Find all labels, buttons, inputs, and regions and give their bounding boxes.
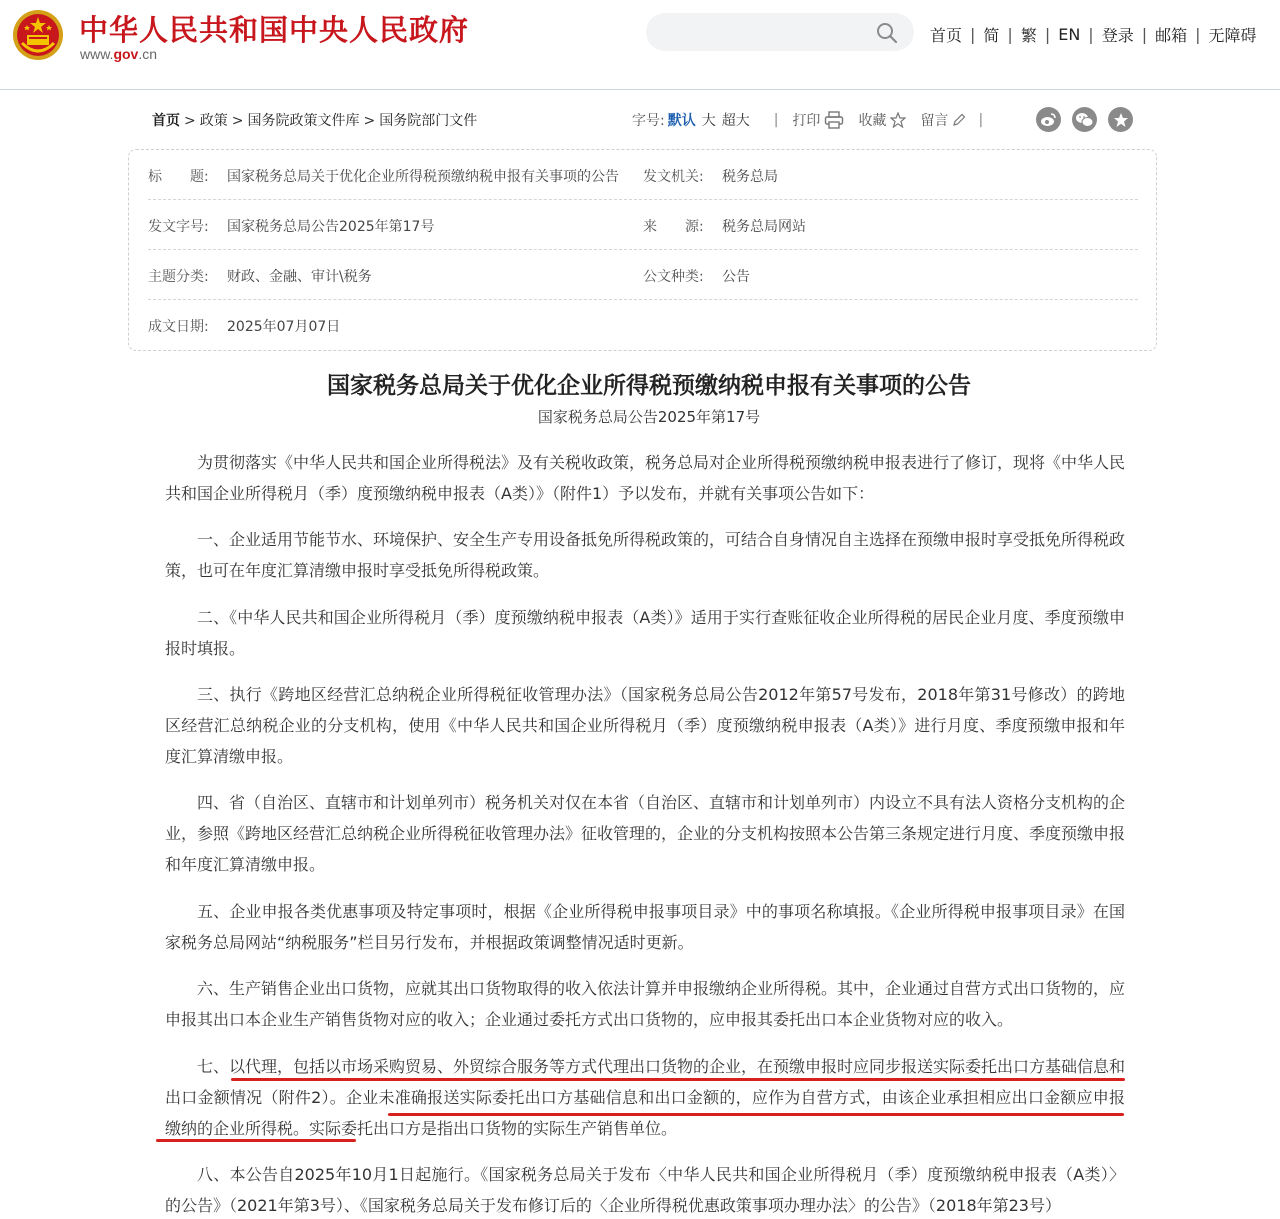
domain-prefix: www. [80, 46, 114, 62]
highlight-underline [388, 1113, 1124, 1116]
nav-login[interactable]: 登录 [1101, 25, 1134, 45]
breadcrumb-sep: > [231, 113, 244, 129]
article-paragraph-5: 五、企业申报各类优惠事项及特定事项时，根据《企业所得税申报事项目录》中的事项名称填报。《企业所得税申报事项目录》在国家税务总局网站“纳税服务”栏目另行发布，并根据政策调整情况适时更新。 [165, 902, 1125, 952]
topic-value: 财政、金融、审计\税务 [227, 269, 372, 285]
toolbar-divider: | [978, 112, 984, 128]
info-row-topic [148, 250, 1138, 300]
highlight-underline [231, 1078, 1125, 1081]
info-row-date [148, 300, 1138, 350]
nav-accessibility[interactable]: 无障碍 [1208, 25, 1257, 45]
doc-type-value: 公告 [722, 269, 750, 285]
nav-traditional[interactable]: 繁 [1020, 25, 1037, 45]
domain-brand: gov [113, 46, 139, 62]
qq-zone-icon [1113, 112, 1129, 128]
article-title: 国家税务总局关于优化企业所得税预缴纳税申报有关事项的公告 [327, 373, 971, 399]
breadcrumb-home[interactable]: 首页 [152, 113, 180, 129]
article-subtitle: 国家税务总局公告2025年第17号 [537, 408, 761, 426]
font-size-xlarge[interactable]: 超大 [721, 113, 750, 129]
nav-separator: | [1007, 24, 1013, 44]
national-emblem-logo[interactable] [12, 9, 64, 61]
font-size-default[interactable]: 默认 [667, 113, 696, 129]
doc-no-label: 发文字号: [148, 219, 209, 235]
qq-zone-share-button[interactable] [1108, 107, 1133, 132]
site-header [0, 0, 1280, 90]
document-info-panel [128, 149, 1157, 351]
wechat-icon [1075, 112, 1094, 128]
article-paragraph-intro: 为贯彻落实《中华人民共和国企业所得税法》及有关税收政策，税务总局对企业所得税预缴纳税申报表进行了修订，现将《中华人民共和国企业所得税月（季）度预缴纳税申报表（A类）》（附件1）予以发布，并就有关事项公告如下： [165, 453, 1126, 503]
breadcrumb [152, 110, 477, 130]
highlight-underline [156, 1139, 356, 1142]
article-paragraph-1: 一、企业适用节能节水、环境保护、安全生产专用设备抵免所得税政策的，可结合自身情况自主选择在预缴申报时享受抵免所得税政策，也可在年度汇算清缴申报时享受抵免所得税政策。 [165, 530, 1126, 580]
breadcrumb-policy[interactable]: 政策 [199, 113, 228, 129]
domain-suffix: .cn [138, 46, 158, 62]
topic-label: 主题分类: [148, 269, 209, 285]
nav-english[interactable]: EN [1058, 24, 1081, 44]
nav-separator: | [1141, 24, 1148, 44]
article-paragraph-4: 四、省（自治区、直辖市和计划单列市）税务机关对仅在本省（自治区、直辖市和计划单列市）内设立不具有法人资格分支机构的企业，参照《跨地区经营汇总纳税企业所得税征收管理办法》征收管理的，企业的分支机构按照本公告第三条规定进行月度、季度预缴申报和年度汇算清缴申报。 [165, 793, 1126, 874]
article-paragraph-3: 三、执行《跨地区经营汇总纳税企业所得税征收管理办法》（国家税务总局公告2012年第57号发布，2018年第31号修改）的跨地区经营汇总纳税企业的分支机构，使用《中华人民共和国企业所得税月（季）度预缴纳税申报表（A类）》进行月度、季度预缴申报和年度汇算清缴申报。 [165, 685, 1125, 766]
nav-separator: | [1195, 24, 1201, 44]
favorite-label: 收藏 [858, 113, 887, 129]
issuer-value: 税务总局 [722, 169, 778, 185]
article-paragraph-2: 二、《中华人民共和国企业所得税月（季）度预缴纳税申报表（A类）》适用于实行查账征收企业所得税的居民企业月度、季度预缴申报时填报。 [165, 608, 1125, 658]
font-size-large[interactable]: 大 [701, 113, 716, 129]
source-value: 税务总局网站 [722, 219, 806, 235]
issuer-label: 发文机关: [643, 169, 704, 185]
breadcrumb-sep: > [363, 113, 376, 129]
nav-separator: | [1088, 24, 1094, 44]
site-title[interactable]: 中华人民共和国中央人民政府 [79, 13, 470, 47]
nav-home[interactable]: 首页 [930, 25, 963, 45]
favorite-button[interactable] [858, 110, 906, 130]
print-label: 打印 [792, 113, 821, 129]
nav-separator: | [1044, 24, 1051, 44]
breadcrumb-department-docs[interactable]: 国务院部门文件 [379, 113, 478, 129]
font-size-label: 字号: [632, 113, 665, 129]
article-paragraph-6: 六、生产销售企业出口货物，应就其出口货物取得的收入依法计算并申报缴纳企业所得税。其中，企业通过自营方式出口货物的，应申报其出口本企业生产销售货物对应的收入；企业通过委托方式出口货物的，应申报其委托出口本企业货物对应的收入。 [165, 979, 1126, 1029]
search-icon[interactable] [876, 22, 898, 44]
source-label: 来 源: [643, 219, 704, 235]
site-domain [80, 46, 157, 62]
search-input[interactable] [646, 13, 914, 51]
nav-simplified[interactable]: 简 [983, 25, 1000, 45]
article-paragraph-8: 八、本公告自2025年10月1日起施行。《国家税务总局关于发布〈中华人民共和国企业所得税月（季）度预缴纳税申报表（A类）〉的公告》（2021年第3号）、《国家税务总局关于发布修订后的〈企业所得税优惠政策事项办理办法〉的公告》（2018年第23号） [165, 1165, 1125, 1215]
printer-icon [824, 111, 844, 129]
date-value: 2025年07月07日 [227, 319, 341, 335]
title-label: 标 题: [148, 169, 209, 185]
print-button[interactable] [792, 110, 844, 130]
weibo-icon [1040, 112, 1057, 127]
date-label: 成文日期: [148, 319, 209, 335]
pencil-icon [952, 113, 966, 127]
comment-label: 留言 [920, 113, 949, 129]
nav-mailbox[interactable]: 邮箱 [1155, 25, 1188, 45]
star-icon [890, 112, 906, 128]
nav-separator: | [970, 24, 976, 44]
comment-button[interactable] [920, 110, 966, 130]
title-value: 国家税务总局关于优化企业所得税预缴纳税申报有关事项的公告 [227, 169, 619, 185]
wechat-share-button[interactable] [1072, 107, 1097, 132]
article-paragraph-7: 七、以代理，包括以市场采购贸易、外贸综合服务等方式代理出口货物的企业，在预缴申报时应同步报送实际委托出口方基础信息和出口金额情况（附件2）。企业未准确报送实际委托出口方基础信息和出口金额的，应作为自营方式，由该企业承担相应出口金额应申报缴纳的企业所得税。实际委托出口方是指出口货物的实际生产销售单位。 [165, 1057, 1126, 1138]
info-row-doc-no [148, 200, 1138, 250]
toolbar-divider: | [773, 112, 779, 128]
info-row-title [148, 150, 1138, 200]
top-nav [922, 22, 1257, 46]
doc-type-label: 公文种类: [643, 269, 704, 285]
weibo-share-button[interactable] [1036, 107, 1061, 132]
article-toolbar [632, 106, 983, 134]
doc-no-value: 国家税务总局公告2025年第17号 [227, 219, 435, 235]
breadcrumb-sep: > [184, 113, 196, 129]
breadcrumb-policy-library[interactable]: 国务院政策文件库 [247, 113, 360, 129]
